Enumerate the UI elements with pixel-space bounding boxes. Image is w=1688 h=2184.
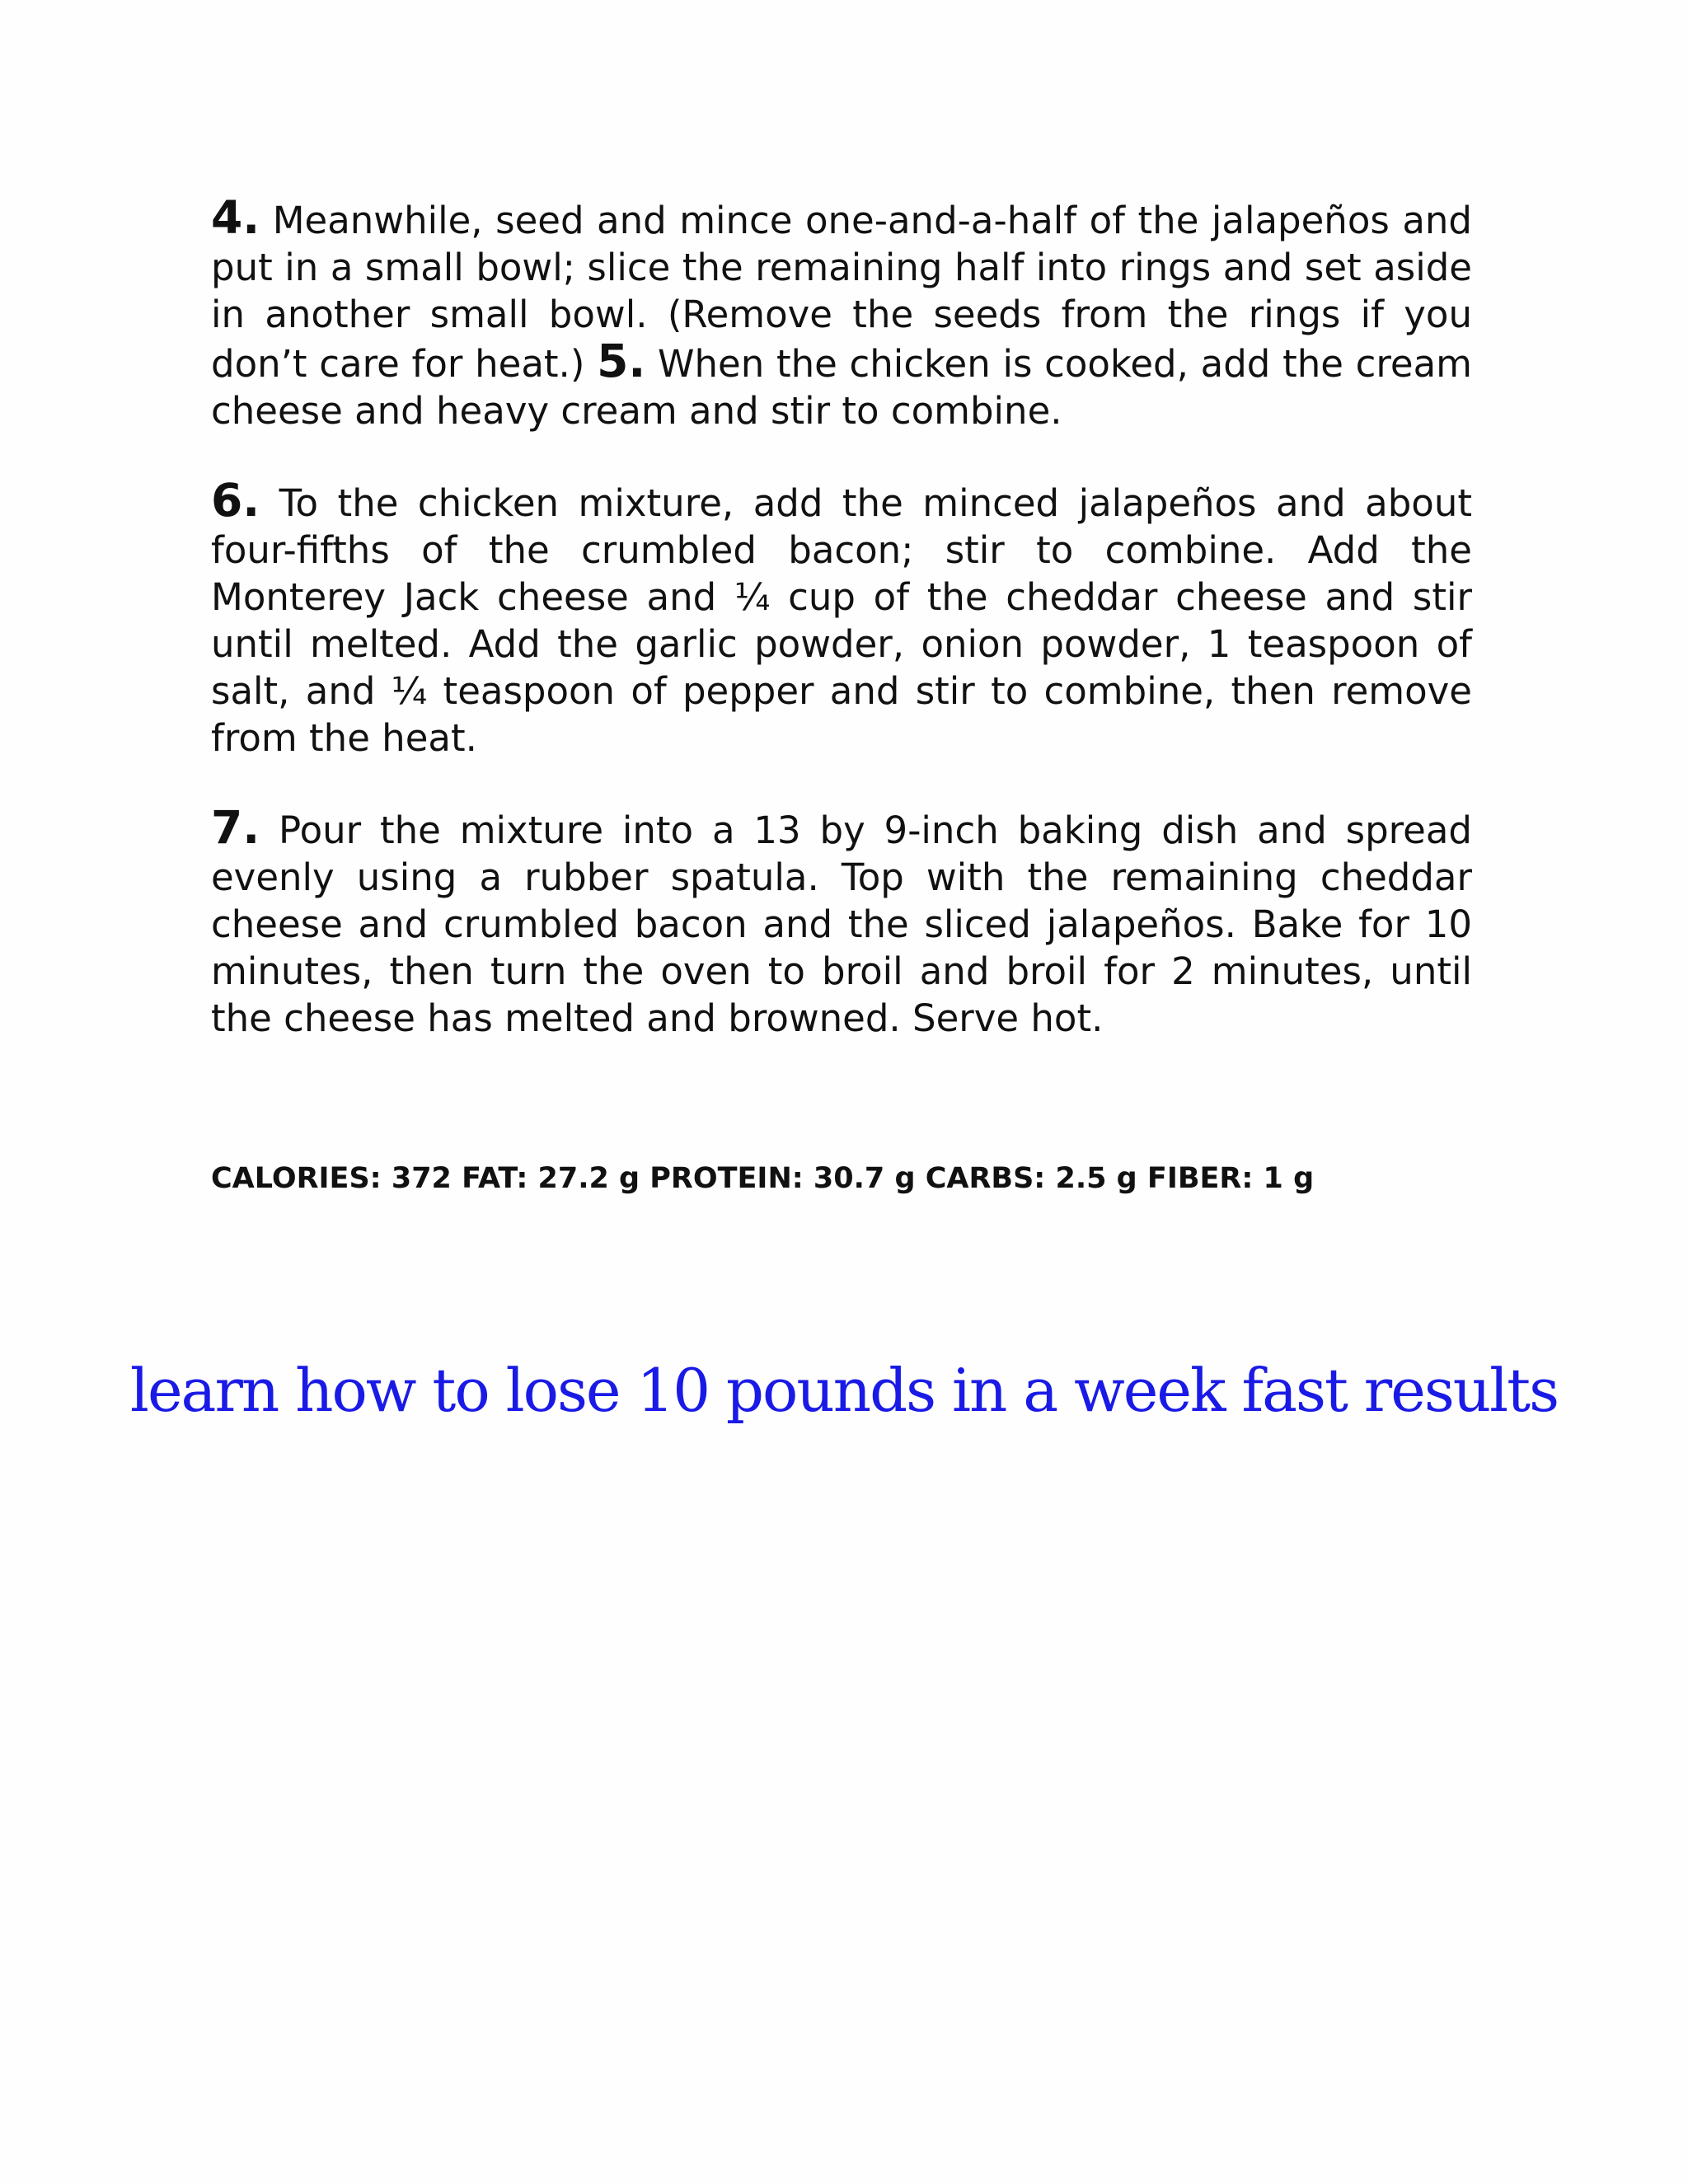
step-text: Pour the mixture into a 13 by 9-inch baking dish and spread evenly using a rubber spatula. Top with the remaining cheddar cheese and crumbled bacon and the sliced jalapeños. Bake for 10 minutes, then turn the oven to broil and broil for 2 minutes, until the cheese has melted and browned. Serve hot. [211, 808, 1472, 1040]
step-number: 4. [211, 191, 260, 244]
step-7-paragraph [211, 801, 1472, 1042]
step-text: To the chicken mixture, add the minced jalapeños and about four-fifths of the crumbled bacon; stir to combine. Add the Monterey Jack cheese and ¼ cup of the cheddar cheese and stir until melted. Add the garlic powder, onion powder, 1 teaspoon of salt, and ¼ teaspoon of pepper and stir to combine, then remove from the heat. [211, 481, 1472, 760]
promo-link[interactable]: learn how to lose 10 pounds in a week fast results [129, 1356, 1559, 1425]
step-number: 6. [211, 474, 260, 527]
step-4-paragraph [211, 191, 1472, 434]
step-number: 7. [211, 801, 260, 854]
step-number: 5. [597, 335, 646, 387]
recipe-instructions [211, 191, 1472, 1085]
nutrition-facts: CALORIES: 372 FAT: 27.2 g PROTEIN: 30.7 g CARBS: 2.5 g FIBER: 1 g [211, 1162, 1315, 1195]
step-6-paragraph [211, 474, 1472, 762]
step-text: When the chicken is cooked, add the cream cheese and heavy cream and stir to combine. [211, 342, 1472, 433]
step-text: Meanwhile, seed and mince one-and-a-half of the jalapeños and put in a small bowl; slice the remaining half into rings and set aside in another small bowl. (Remove the seeds from the rings if you don’t care for heat.) [211, 199, 1472, 386]
